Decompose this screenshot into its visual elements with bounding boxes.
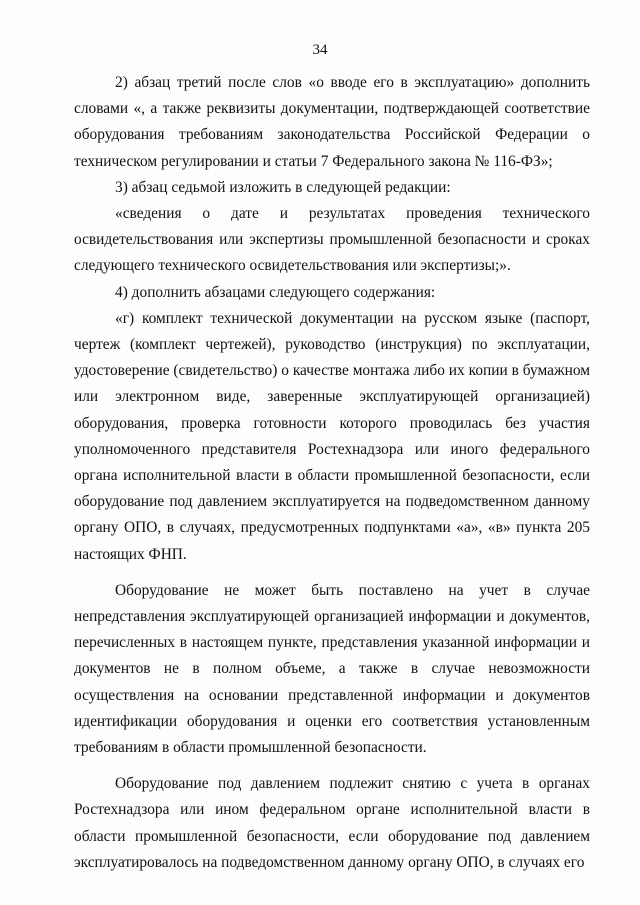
paragraph-item-2: 2) абзац третий после слов «о вводе его в эксплуатацию» дополнить словами «, а также реквизиты документации, подтверждающей соответствие оборудования требованиям законодательства Российской Федерации о техническом регулировании и статьи 7 Федерального закона № 116-ФЗ»; [74, 74, 590, 170]
paragraph-registration-refusal: Оборудование не может быть поставлено на учет в случае непредставления эксплуатирующей организацией информации и документов, перечисленных в настоящем пункте, представления указанной информации и документов не в полном объеме, а также в случае невозможности осуществления на основании представленной информации и документов идентификации оборудования и оценки его соответствия установленным требованиям в области промышленной безопасности. [74, 581, 590, 757]
paragraph-quoted-definition: «сведения о дате и результатах проведения технического освидетельствования или экспертизы промышленной безопасности и сроках следующего технического освидетельствования или экспертизы;». [74, 205, 590, 275]
paragraph-item-4: 4) дополнить абзацами следующего содержания: [115, 283, 436, 301]
paragraph-item-3: 3) абзац седьмой изложить в следующей редакции: [115, 178, 451, 196]
document-body [74, 70, 590, 876]
page-number: 34 [312, 42, 328, 58]
paragraph-deregistration: Оборудование под давлением подлежит снятию с учета в органах Ростехнадзора или ином федеральном органе исполнительной власти в области промышленной безопасности, если оборудование под давлением эксплуатировалось на подведомственном данному органу ОПО, в случаях его [74, 775, 590, 871]
paragraph-subitem-g: «г) комплект технической документации на русском языке (паспорт, чертеж (комплект чертежей), руководство (инструкция) по эксплуатации, удостоверение (свидетельство) о качестве монтажа либо их копии в бумажном или электронном виде, заверенные эксплуатирующей организацией) оборудования, проверка готовности которого проводилась без участия уполномоченного представителя Ростехнадзора или иного федерального органа исполнительной власти в области промышленной безопасности, если оборудование под давлением эксплуатируется на подведомственном данному органу ОПО, в случаях, предусмотренных подпунктами «а», «в» пункта 205 настоящих ФНП. [74, 309, 590, 563]
